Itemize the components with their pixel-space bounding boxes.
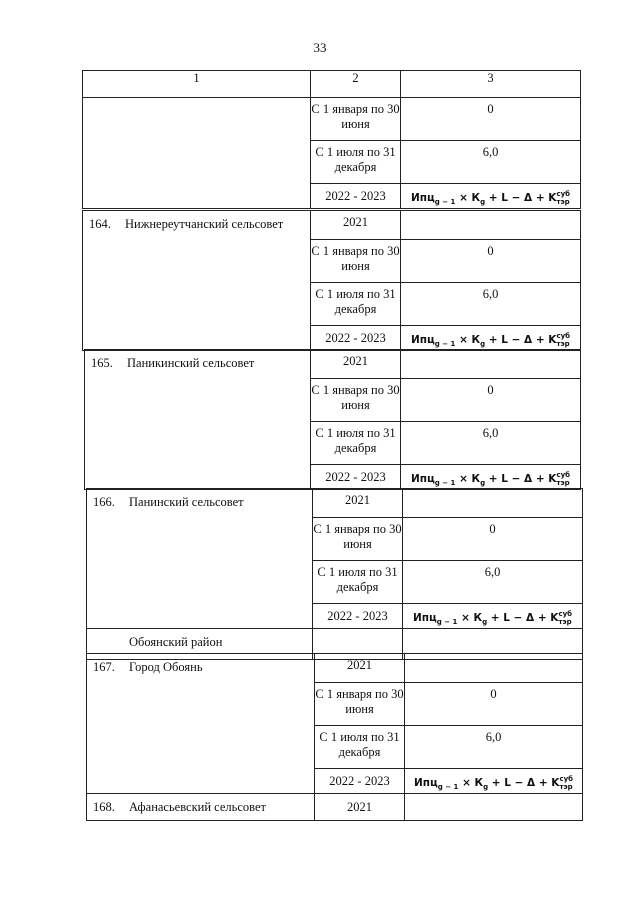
settlement-name: Паникинский сельсовет — [127, 356, 255, 370]
formula-cell — [401, 326, 581, 351]
period-cell: 2022 - 2023 — [311, 465, 401, 490]
period-cell: С 1 июля по 31 декабря — [313, 561, 403, 604]
row-number: 164. — [89, 217, 111, 231]
formula-main: Ипц — [413, 777, 438, 789]
period-cell: 2022 - 2023 — [313, 604, 403, 629]
value-cell: 0 — [401, 98, 581, 141]
formula-cell — [401, 465, 581, 490]
formula-cell — [403, 604, 583, 629]
settlement-name: Нижнереутчанский сельсовет — [125, 217, 284, 231]
formula-kk: K — [548, 334, 557, 346]
value-cell: 0 — [403, 518, 583, 561]
value-cell: 0 — [405, 683, 583, 726]
value-cell: 6,0 — [405, 726, 583, 769]
formula-sub: g − 1 — [436, 618, 458, 627]
formula-sub: g − 1 — [434, 340, 456, 349]
formula-times: × — [459, 192, 468, 204]
formula-sub: g — [482, 618, 488, 627]
col-header-2: 2 — [311, 71, 401, 98]
tariff-table-166 — [86, 488, 583, 660]
formula-times: × — [459, 334, 468, 346]
formula-sub: тэр — [556, 198, 570, 206]
table-row — [87, 654, 583, 683]
formula-kk: K — [551, 777, 560, 789]
table-row — [83, 211, 581, 240]
row-number: 166. — [93, 495, 115, 509]
period-cell: 2022 - 2023 — [311, 326, 401, 351]
formula-rest: + L − Δ + — [488, 473, 545, 485]
table-header-row — [83, 71, 581, 98]
table-row — [87, 794, 583, 821]
table-row — [85, 350, 581, 379]
row-number: 168. — [93, 800, 115, 814]
formula-sub: g — [480, 479, 486, 488]
value-cell — [401, 350, 581, 379]
formula-k: К — [474, 777, 484, 789]
formula-sub: g − 1 — [434, 479, 456, 488]
table-row — [87, 489, 583, 518]
period-cell: С 1 января по 30 июня — [315, 683, 405, 726]
value-cell: 0 — [401, 379, 581, 422]
period-cell: С 1 июля по 31 декабря — [311, 422, 401, 465]
tariff-table-165 — [84, 349, 581, 490]
formula-k: К — [471, 473, 481, 485]
formula-sub: g — [483, 783, 489, 792]
formula-k: К — [471, 334, 481, 346]
value-cell — [405, 794, 583, 821]
formula-rest: + L − Δ + — [488, 192, 545, 204]
value-cell: 6,0 — [401, 283, 581, 326]
formula-sub: g − 1 — [437, 783, 459, 792]
page-number: 33 — [313, 40, 327, 55]
formula-sub: тэр — [556, 479, 570, 487]
formula-k: К — [473, 612, 483, 624]
row-number: 167. — [93, 660, 115, 674]
formula-main: Ипц — [412, 612, 437, 624]
table-row — [83, 98, 581, 141]
formula-sub: тэр — [558, 618, 572, 626]
year-cell: 2021 — [311, 350, 401, 379]
formula-sup: суб — [556, 471, 571, 479]
period-cell: 2022 - 2023 — [311, 184, 401, 209]
formula-sup: суб — [558, 610, 573, 618]
value-cell — [401, 211, 581, 240]
period-cell: С 1 января по 30 июня — [311, 379, 401, 422]
formula-sup: суб — [556, 190, 571, 198]
settlement-cell — [85, 350, 311, 490]
settlement-name: Панинский сельсовет — [129, 495, 244, 509]
empty-cell — [83, 98, 311, 209]
formula-sub: g — [480, 340, 486, 349]
tariff-table-164 — [82, 210, 581, 351]
formula-rest: + L − Δ + — [490, 612, 547, 624]
period-cell: С 1 января по 30 июня — [311, 98, 401, 141]
settlement-cell — [83, 211, 311, 351]
row-number: 165. — [91, 356, 113, 370]
formula-main: Ипц — [410, 473, 435, 485]
formula-rest: + L − Δ + — [491, 777, 548, 789]
district-name: Обоянский район — [87, 629, 313, 660]
formula-cell — [401, 184, 581, 209]
formula-sup: суб — [559, 775, 574, 783]
tariff-table-167 — [86, 653, 583, 821]
formula-kk: K — [548, 192, 557, 204]
period-cell: С 1 июля по 31 декабря — [315, 726, 405, 769]
period-cell: С 1 января по 30 июня — [313, 518, 403, 561]
formula-sub: g — [480, 198, 486, 207]
formula-rest: + L − Δ + — [488, 334, 545, 346]
formula-times: × — [461, 612, 470, 624]
col-header-3: 3 — [401, 71, 581, 98]
value-cell: 0 — [401, 240, 581, 283]
settlement-cell — [87, 794, 315, 821]
formula-kk: K — [550, 612, 559, 624]
formula-times: × — [462, 777, 471, 789]
value-cell: 6,0 — [403, 561, 583, 604]
value-cell — [405, 654, 583, 683]
period-cell: С 1 июля по 31 декабря — [311, 141, 401, 184]
formula-main: Ипц — [410, 192, 435, 204]
value-cell — [403, 489, 583, 518]
settlement-name: Афанасьевский сельсовет — [129, 800, 267, 814]
value-cell: 6,0 — [401, 422, 581, 465]
formula-kk: K — [548, 473, 557, 485]
formula-main: Ипц — [410, 334, 435, 346]
year-cell: 2021 — [313, 489, 403, 518]
col-header-1: 1 — [83, 71, 311, 98]
value-cell: 6,0 — [401, 141, 581, 184]
period-cell: С 1 января по 30 июня — [311, 240, 401, 283]
formula-times: × — [459, 473, 468, 485]
formula-sup: суб — [556, 332, 571, 340]
settlement-cell — [87, 654, 315, 794]
period-cell: С 1 июля по 31 декабря — [311, 283, 401, 326]
formula-sub: тэр — [559, 783, 573, 791]
formula-sub: g − 1 — [434, 198, 456, 207]
settlement-cell — [87, 489, 313, 629]
tariff-table — [82, 70, 581, 209]
year-cell: 2021 — [311, 211, 401, 240]
formula-k: К — [471, 192, 481, 204]
period-cell: 2022 - 2023 — [315, 769, 405, 794]
year-cell: 2021 — [315, 794, 405, 821]
formula-cell — [405, 769, 583, 794]
formula-sub: тэр — [556, 340, 570, 348]
year-cell: 2021 — [315, 654, 405, 683]
settlement-name: Город Обоянь — [129, 660, 203, 674]
